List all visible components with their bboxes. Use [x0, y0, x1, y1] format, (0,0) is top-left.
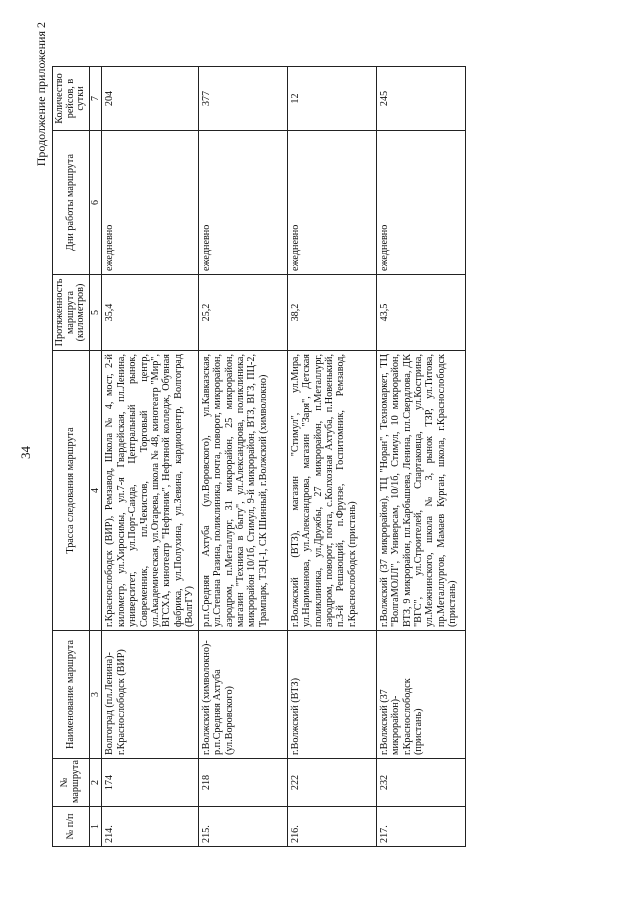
col-header-trips: Количество рейсов, в сутки: [53, 67, 90, 131]
route-length: 43,5: [376, 275, 465, 351]
route-length: 38,2: [287, 275, 376, 351]
route-name: г.Волжский (ВТЗ): [287, 631, 376, 759]
table-row: [376, 67, 465, 847]
row-index: 214.: [102, 807, 198, 847]
route-path: г.Волжский (ВТЗ), магазин "Стимул", ул.Мира, ул.Нариманова, ул.Александрова, магазин "Заря", Детская поликлиника, ул.Дружбы, 27 микрорайон, п.Металлург, аэродром, поворот, почта, с.Колхозная Ахтуба, п.Новенький, п.3-й Решающий, п.Фрунзе, Госпитомник, Ремзавод, г.Краснослободск (пристань): [287, 351, 376, 631]
routes-table: [52, 66, 466, 847]
route-name: Волгоград (пл.Ленина)-г.Краснослободск (ВИР): [102, 631, 198, 759]
route-days: ежедневно: [287, 131, 376, 275]
route-length: 35,4: [102, 275, 198, 351]
col-header-length: Протяженность маршрута (километров): [53, 275, 90, 351]
col-number: 4: [90, 351, 102, 631]
route-days: ежедневно: [102, 131, 198, 275]
appendix-caption: Продолжение приложения 2: [34, 22, 48, 167]
route-days: ежедневно: [198, 131, 287, 275]
col-header-days: Дни работы маршрута: [53, 131, 90, 275]
page-number: 34: [18, 446, 33, 459]
route-number: 218: [198, 759, 287, 807]
col-number: 3: [90, 631, 102, 759]
route-number: 222: [287, 759, 376, 807]
table-row: [102, 67, 198, 847]
col-number: 1: [90, 807, 102, 847]
header-row: [53, 67, 90, 847]
route-trips: 377: [198, 67, 287, 131]
route-trips: 12: [287, 67, 376, 131]
col-number: 6: [90, 131, 102, 275]
route-path: р.п.Средняя Ахтуба (ул.Воровского), ул.Кавказская, ул.Степана Разина, поликлиника, почта, поворот, микрорайон, аэродром, п.Металлург, 31 микрорайон, 25 микрорайон, магазин "Техника в быту", ул.Александрова, поликлиника, микрорайон 10/1б, Стимул, 9-й микрорайон, ВТЗ, ВГЗ, ПЦ-2, Трампарк, ТЭЦ-1, СК Шинный, г.Волжский (химволокно): [198, 351, 287, 631]
col-number: 7: [90, 67, 102, 131]
route-path: г.Волжский (37 микрорайон), ТЦ "Норан", Техномаркет, ТЦ "ВолгаМОЛЛ", Универсам, 10/1б, Стимул, 10 микрорайон, ВТЗ, 9 микрорайон, пл.Карбышева, Ленина, пл.Свердлова, ДК "ВГС", ул.Строителей, Спартаковца, ул.Кострина, ул.Межнинского, школа № 3, рынок ТЗР, ул.Титова, пр.Металлургов, Мамаев Курган, школа, г.Краснослободск (пристань): [376, 351, 465, 631]
table-row: [287, 67, 376, 847]
route-days: ежедневно: [376, 131, 465, 275]
route-length: 25,2: [198, 275, 287, 351]
route-number: 174: [102, 759, 198, 807]
col-header-index: № п/п: [53, 807, 90, 847]
col-number: 5: [90, 275, 102, 351]
route-name: г.Волжский (37 микрорайон)-г.Краснослободск (пристань): [376, 631, 465, 759]
row-index: 217.: [376, 807, 465, 847]
col-header-name: Наименование маршрута: [53, 631, 90, 759]
col-header-route-no: № маршрута: [53, 759, 90, 807]
col-number: 2: [90, 759, 102, 807]
route-trips: 245: [376, 67, 465, 131]
route-path: г.Краснослободск (ВИР), Ремзавод, Школа № 4, мост, 2-й километр, ул.Хиросимы, ул.7-я Гвардейская, пл.Ленина, университет, ул.Порт-Саида, Центральный рынок, Современник, пл.Чекистов, Торговый центр, ул.Академическая, ул.Огарева, школа № 48, кинотеатр "Мир", ВГСХА, кинотеатр "Нефтяник", Нефтяной колледж, Обувная фабрика, ул.Полухина, ул.Зевина, кардиоцентр, Волгоград (ВолгГУ): [102, 351, 198, 631]
route-trips: 204: [102, 67, 198, 131]
row-index: 216.: [287, 807, 376, 847]
route-name: г.Волжский (химволокно)-р.п.Средняя Ахтуба (ул.Воровского): [198, 631, 287, 759]
row-index: 215.: [198, 807, 287, 847]
route-number: 232: [376, 759, 465, 807]
table-row: [198, 67, 287, 847]
column-number-row: [90, 67, 102, 847]
col-header-route: Трасса следования маршрута: [53, 351, 90, 631]
